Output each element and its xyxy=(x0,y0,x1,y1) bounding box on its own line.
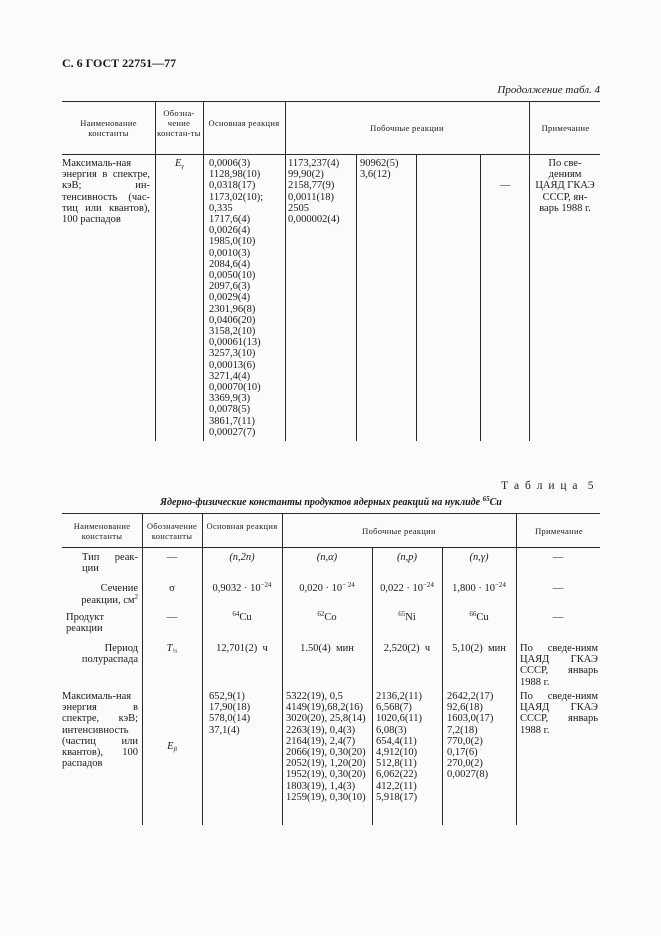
row-product-side-2: $^{65}$Ni xyxy=(398,610,416,623)
table4-col-divider xyxy=(356,154,357,441)
value-line: 1717,6(4) xyxy=(209,214,251,226)
row-product-note: — xyxy=(552,612,564,623)
row-type-note: — xyxy=(552,552,564,563)
value-line: 2158,77(9) xyxy=(288,180,335,192)
value-line: 0,000002(4) xyxy=(288,214,340,226)
value-line: 578,0(14) xyxy=(209,713,251,725)
value-line: 2136,2(11) xyxy=(376,691,422,702)
row-cross-note: — xyxy=(552,583,564,594)
value-line: 1020,6(11) xyxy=(376,713,422,725)
table5-title: Ядерно-физические константы продуктов ядерных реакций на нуклиде $^{65}$Cu xyxy=(160,495,502,508)
value-line: 2084,6(4) xyxy=(209,258,251,270)
value-line: 4149(19),68,2(16) xyxy=(286,702,363,714)
table4-header-rule xyxy=(62,154,600,155)
value-line: 5322(19), 0,5 xyxy=(286,691,343,702)
row-energy-name: Максималь-ная энергия в спектре, кэВ; интенсивность (частиц или квантов), 100 распадов xyxy=(62,691,138,770)
value-line: 2505 xyxy=(288,202,309,214)
value-line: 1952(19), 0,30(20) xyxy=(286,769,366,781)
row-halflife-symbol: $T_{\frac{1}{2}}$ xyxy=(166,643,178,655)
row-product-side-3: $^{66}$Cu xyxy=(469,610,489,623)
row-halflife-note: По сведе-ниям ЦАЯД ГКАЭ СССР, январь 1988 г. xyxy=(520,643,598,688)
value-line: 654,4(11) xyxy=(376,735,417,747)
value-line: 99,90(2) xyxy=(288,169,324,181)
value-line: 2066(19), 0,30(20) xyxy=(286,747,366,759)
row-type-side-2: (n,p) xyxy=(396,552,418,563)
table4-header-main: Основная реакция xyxy=(208,118,280,128)
table4-main-values xyxy=(209,158,263,438)
value-line: 770,0(2) xyxy=(447,735,483,747)
table4-side2-values xyxy=(360,158,399,180)
row-halflife-side-2: 2,520(2) ч xyxy=(383,643,431,654)
value-line: 5,918(17) xyxy=(376,791,418,803)
value-line: 92,6(18) xyxy=(447,702,483,714)
value-line: 2301,96(8) xyxy=(209,303,256,315)
table4-col-divider xyxy=(285,101,286,441)
table4-header-side: Побочные реакции xyxy=(370,123,444,133)
row-type-side-3: (n,γ) xyxy=(469,552,489,563)
value-line: 0,00013(6) xyxy=(209,359,256,371)
value-line: 3369,9(3) xyxy=(209,393,251,405)
value-line: 3861,7(11) xyxy=(209,415,255,427)
value-line: 6,568(7) xyxy=(376,702,412,714)
value-line: 0,0050(10) xyxy=(209,270,256,282)
value-line: 1259(19), 0,30(10) xyxy=(286,791,366,803)
table4-header-name: Наименование константы xyxy=(80,118,137,138)
value-line: 1128,98(10) xyxy=(209,169,261,181)
value-line: 2263(19), 0,4(3) xyxy=(286,724,356,736)
table4-col-divider xyxy=(416,154,417,441)
value-line: 1603,0(17) xyxy=(447,713,494,725)
row-cross-side-2: $0,022 \cdot 10^{-24}$ xyxy=(380,581,434,594)
row-energy-main xyxy=(209,691,250,736)
value-line: 2642,2(17) xyxy=(447,691,494,702)
row-energy-note: По сведе-ниям ЦАЯД ГКАЭ СССР, январь 1988 г. xyxy=(520,691,598,736)
value-line: 1985,0(10) xyxy=(209,236,256,248)
value-line: 0,0406(20) xyxy=(209,314,256,326)
table5-header-name: Наименование константы xyxy=(73,521,131,541)
table4-row-symbol: $E_\gamma$ xyxy=(175,158,184,170)
row-energy-symbol: $E_\beta$ xyxy=(167,741,177,753)
value-line: 0,0006(3) xyxy=(209,158,251,169)
value-line: 0,17(6) xyxy=(447,747,478,759)
row-cross-name: Сечение реакции, $см^2$ xyxy=(81,583,138,606)
row-product-main: $^{64}$Cu xyxy=(232,610,252,623)
continuation-label: Продолжение табл. 4 xyxy=(497,84,600,96)
table5-header-note: Примечание xyxy=(535,526,583,536)
value-line: 0,0026(4) xyxy=(209,225,251,237)
value-line: 0,0011(18) xyxy=(288,191,334,203)
table4-header-symbol: Обозна-чение констан-ты xyxy=(157,108,201,138)
value-line: 0,0027(8) xyxy=(447,769,489,781)
table4-col-divider xyxy=(203,101,204,441)
row-halflife-name: Период полураспада xyxy=(81,643,138,666)
row-type-main: (n,2n) xyxy=(229,552,255,563)
row-energy-side-2 xyxy=(376,691,422,803)
value-line: 3,6(12) xyxy=(360,169,391,181)
table4-top-rule xyxy=(62,101,600,102)
value-line: 0,00027(7) xyxy=(209,426,256,438)
row-type-side-1: (n,α) xyxy=(316,552,338,563)
value-line: 7,2(18) xyxy=(447,724,478,736)
value-line: 6,062(22) xyxy=(376,769,418,781)
row-halflife-side-1: 1.50(4) мин xyxy=(300,643,354,654)
row-halflife-side-3: 5,10(2) мин xyxy=(452,643,506,654)
value-line: 0,0078(5) xyxy=(209,404,251,416)
row-type-symbol: — xyxy=(166,552,178,563)
value-line: 2052(19), 1,20(20) xyxy=(286,758,366,770)
table4-col-divider xyxy=(155,101,156,441)
table5-header-main: Основная реакция xyxy=(206,521,278,531)
value-line: 1803(19), 1,4(3) xyxy=(286,780,356,792)
value-line: 0,0029(4) xyxy=(209,292,251,304)
value-line: 0,0318(17) xyxy=(209,180,256,192)
row-cross-side-3: $1,800 \cdot 10^{-24}$ xyxy=(452,581,506,594)
row-product-symbol: — xyxy=(166,612,178,623)
row-cross-main: $0,9032 \cdot 10^{-24}$ xyxy=(212,581,272,594)
value-line: 17,90(18) xyxy=(209,702,251,714)
value-line: 3020(20), 25,8(14) xyxy=(286,713,366,725)
value-line: 2164(19), 2,4(7) xyxy=(286,735,356,747)
row-product-name: Продукт реакции xyxy=(66,612,104,635)
row-energy-side-3 xyxy=(447,691,493,781)
table5-header-symbol: Обозначение константы xyxy=(146,521,198,541)
table4-row-name: Максималь-ная энергия в спектре, кэВ; ин-тенсивность (час-тиц или квантов), 100 распадов xyxy=(62,158,150,226)
value-line: 3158,2(10) xyxy=(209,326,256,338)
value-line: 412,2(11) xyxy=(376,780,417,792)
table5-label: Т а б л и ц а 5 xyxy=(501,480,595,492)
value-line: 652,9(1) xyxy=(209,691,245,702)
page-reference: С. 6 ГОСТ 22751—77 xyxy=(62,56,177,70)
table5-header-side: Побочные реакции xyxy=(362,526,436,536)
row-product-side-1: $^{62}$Co xyxy=(317,610,337,623)
table4-side1-values xyxy=(288,158,340,225)
table4-row-note: По све-дениям ЦАЯД ГКАЭ СССР, ян-варь 1988 г. xyxy=(535,158,595,214)
table4-col-divider xyxy=(480,154,481,441)
value-line: 270,0(2) xyxy=(447,758,483,770)
value-line: 3271,4(4) xyxy=(209,370,251,382)
value-line: 90962(5) xyxy=(360,158,399,169)
row-halflife-main: 12,701(2) ч xyxy=(216,643,268,654)
table4-header-note: Примечание xyxy=(541,123,590,133)
table4-side-dash: — xyxy=(500,180,511,191)
value-line: 6,08(3) xyxy=(376,724,407,736)
value-line: 0,335 xyxy=(209,202,233,214)
value-line: 512,8(11) xyxy=(376,758,417,770)
value-line: 1173,02(10); xyxy=(209,191,264,203)
value-line: 3257,3(10) xyxy=(209,348,256,360)
value-line: 2097,6(3) xyxy=(209,281,251,293)
value-line: 0,00070(10) xyxy=(209,382,261,394)
row-type-name: Тип реак-ции xyxy=(82,552,138,575)
row-cross-symbol: σ xyxy=(169,583,175,594)
value-line: 37,1(4) xyxy=(209,724,240,736)
value-line: 0,0010(3) xyxy=(209,247,251,259)
value-line: 1173,237(4) xyxy=(288,158,340,169)
table4-col-divider xyxy=(529,101,530,441)
row-cross-side-1: $0,020 \cdot 10^{- 24}$ xyxy=(299,581,355,594)
value-line: 4,912(10) xyxy=(376,747,418,759)
value-line: 0,00061(13) xyxy=(209,337,261,349)
row-energy-side-1 xyxy=(286,691,366,803)
